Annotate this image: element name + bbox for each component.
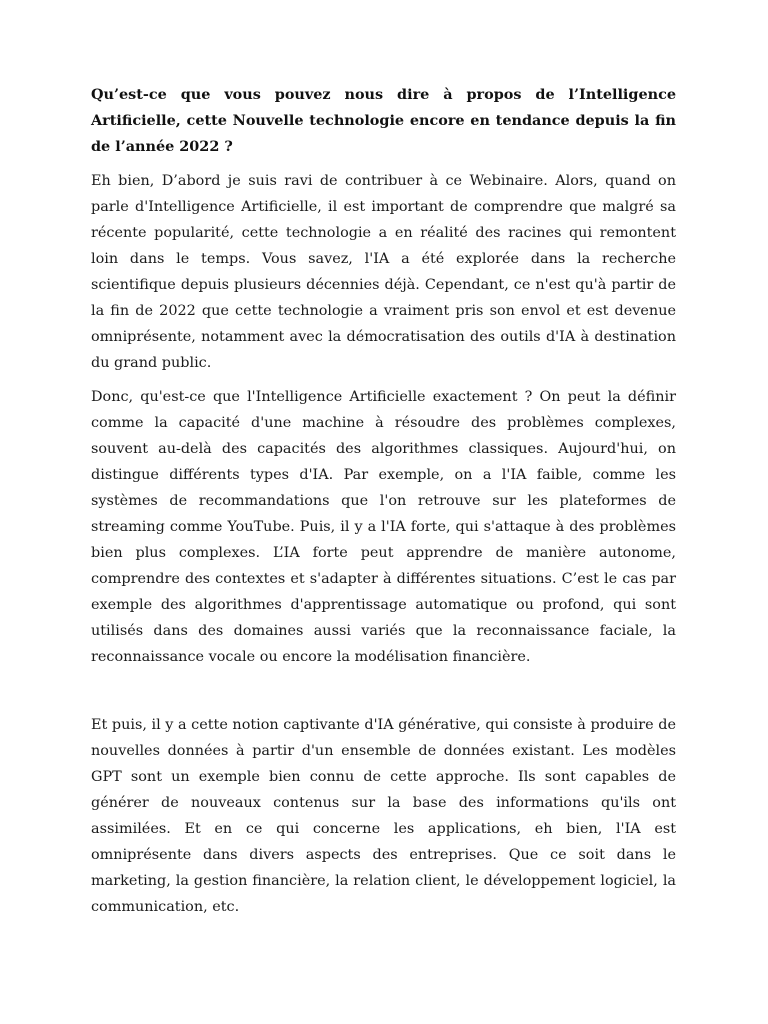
answer-paragraph-1: Eh bien, D’abord je suis ravi de contribuer à ce Webinaire. Alors, quand on parle d'Intelligence Artificielle, il est important de comprendre que malgré sa récente popularité, cette technologie a en réalité des racines qui remontent loin dans le temps. Vous savez, l'IA a été explorée dans la recherche scientifique depuis plusieurs décennies déjà. Cependant, ce n'est qu'à partir de la fin de 2022 que cette technologie a vraiment pris son envol et est devenue omniprésente, notamment avec la démocratisation des outils d'IA à destination du grand public.	[91, 173, 676, 371]
document-page	[91, 82, 676, 928]
interview-question: Qu’est-ce que vous pouvez nous dire à propos de l’Intelligence Artificielle, cette Nouvelle technologie encore en tendance depuis la fin de l’année 2022 ?	[91, 86, 676, 155]
answer-paragraph-2: Donc, qu'est-ce que l'Intelligence Artificielle exactement ? On peut la définir comme la capacité d'une machine à résoudre des problèmes complexes, souvent au-delà des capacités des algorithmes classiques. Aujourd'hui, on distingue différents types d'IA. Par exemple, on a l'IA faible, comme les systèmes de recommandations que l'on retrouve sur les plateformes de streaming comme YouTube. Puis, il y a l'IA forte, qui s'attaque à des problèmes bien plus complexes. L’IA forte peut apprendre de manière autonome, comprendre des contextes et s'adapter à différentes situations. C’est le cas par exemple des algorithmes d'apprentissage automatique ou profond, qui sont utilisés dans des domaines aussi variés que la reconnaissance faciale, la reconnaissance vocale ou encore la modélisation financière.	[91, 389, 676, 665]
paragraph-gap	[91, 678, 676, 712]
answer-paragraph-3: Et puis, il y a cette notion captivante d'IA générative, qui consiste à produire de nouvelles données à partir d'un ensemble de données existant. Les modèles GPT sont un exemple bien connu de cette approche. Ils sont capables de générer de nouveaux contenus sur la base des informations qu'ils ont assimilées. Et en ce qui concerne les applications, eh bien, l'IA est omniprésente dans divers aspects des entreprises. Que ce soit dans le marketing, la gestion financière, la relation client, le développement logiciel, la communication, etc.	[91, 717, 676, 915]
